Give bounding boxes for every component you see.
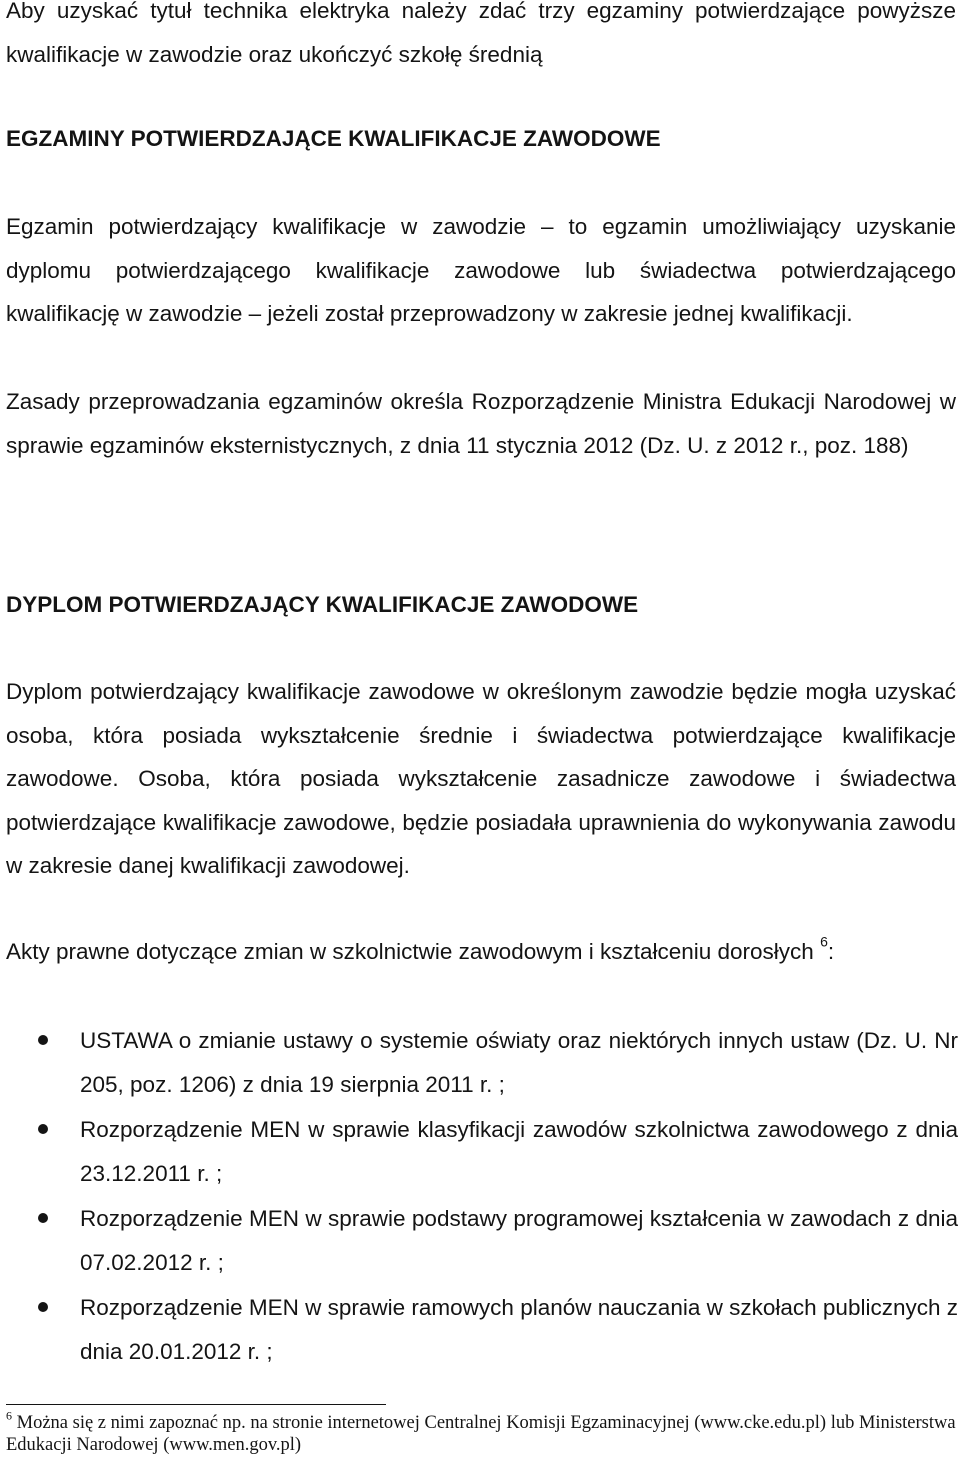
legal-acts-intro bbox=[6, 930, 956, 974]
exam-definition-paragraph: Egzamin potwierdzający kwalifikacje w zawodzie – to egzamin umożliwiający uzyskanie dyplomu potwierdzającego kwalifikacje zawodowe lub świadectwa potwierdzającego kwalifikację w zawodzie – jeżeli został przeprowadzony w zakresie jednej kwalifikacji. bbox=[6, 214, 956, 326]
bullet-icon bbox=[38, 1213, 48, 1223]
list-item-text: Rozporządzenie MEN w sprawie klasyfikacji zawodów szkolnictwa zawodowego z dnia 23.12.2011 r. ; bbox=[80, 1117, 958, 1186]
legal-acts-list bbox=[0, 1019, 960, 1375]
footnote bbox=[6, 1408, 956, 1456]
list-item bbox=[0, 1197, 958, 1284]
list-item bbox=[0, 1108, 958, 1195]
footnote-text: Można się z nimi zapoznać np. na stronie internetowej Centralnej Komisji Egzaminacyjnej (www.cke.edu.pl) lub Ministerstwa Edukacji Narodowej (www.men.gov.pl) bbox=[6, 1413, 956, 1455]
footnote-number: 6 bbox=[6, 1408, 12, 1423]
footnote-reference: 6 bbox=[820, 933, 828, 950]
legal-acts-intro-colon: : bbox=[827, 939, 835, 964]
bullet-icon bbox=[38, 1035, 48, 1045]
footnote-divider bbox=[6, 1404, 386, 1405]
list-item-text: Rozporządzenie MEN w sprawie podstawy programowej kształcenia w zawodach z dnia 07.02.2012 r. ; bbox=[80, 1206, 958, 1275]
list-item-text: Rozporządzenie MEN w sprawie ramowych planów nauczania w szkołach publicznych z dnia 20.01.2012 r. ; bbox=[80, 1295, 958, 1364]
bullet-icon bbox=[38, 1302, 48, 1312]
list-item-text: USTAWA o zmianie ustawy o systemie oświaty oraz niektórych innych ustaw (Dz. U. Nr 205, poz. 1206) z dnia 19 sierpnia 2011 r. ; bbox=[80, 1028, 958, 1097]
intro-paragraph: Aby uzyskać tytuł technika elektryka należy zdać trzy egzaminy potwierdzające powyższe kwalifikacje w zawodzie oraz ukończyć szkołę średnią bbox=[6, 0, 956, 67]
list-item bbox=[0, 1019, 958, 1106]
diploma-paragraph: Dyplom potwierdzający kwalifikacje zawodowe w określonym zawodzie będzie mogła uzyskać osoba, która posiada wykształcenie średnie i świadectwa potwierdzające kwalifikacje zawodowe. Osoba, która posiada wykształcenie zasadnicze zawodowe i świadectwa potwierdzające kwalifikacje zawodowe, będzie posiadała uprawnienia do wykonywania zawodu w zakresie danej kwalifikacji zawodowej. bbox=[6, 679, 956, 878]
exam-rules-paragraph: Zasady przeprowadzania egzaminów określa Rozporządzenie Ministra Edukacji Narodowej w sprawie egzaminów eksternistycznych, z dnia 11 stycznia 2012 (Dz. U. z 2012 r., poz. 188) bbox=[6, 389, 956, 458]
exams-heading: EGZAMINY POTWIERDZAJĄCE KWALIFIKACJE ZAWODOWE bbox=[6, 126, 661, 151]
legal-acts-intro-text: Akty prawne dotyczące zmian w szkolnictwie zawodowym i kształceniu dorosłych bbox=[6, 939, 814, 964]
bullet-icon bbox=[38, 1124, 48, 1134]
diploma-heading: DYPLOM POTWIERDZAJĄCY KWALIFIKACJE ZAWODOWE bbox=[6, 592, 639, 617]
list-item bbox=[0, 1286, 958, 1373]
